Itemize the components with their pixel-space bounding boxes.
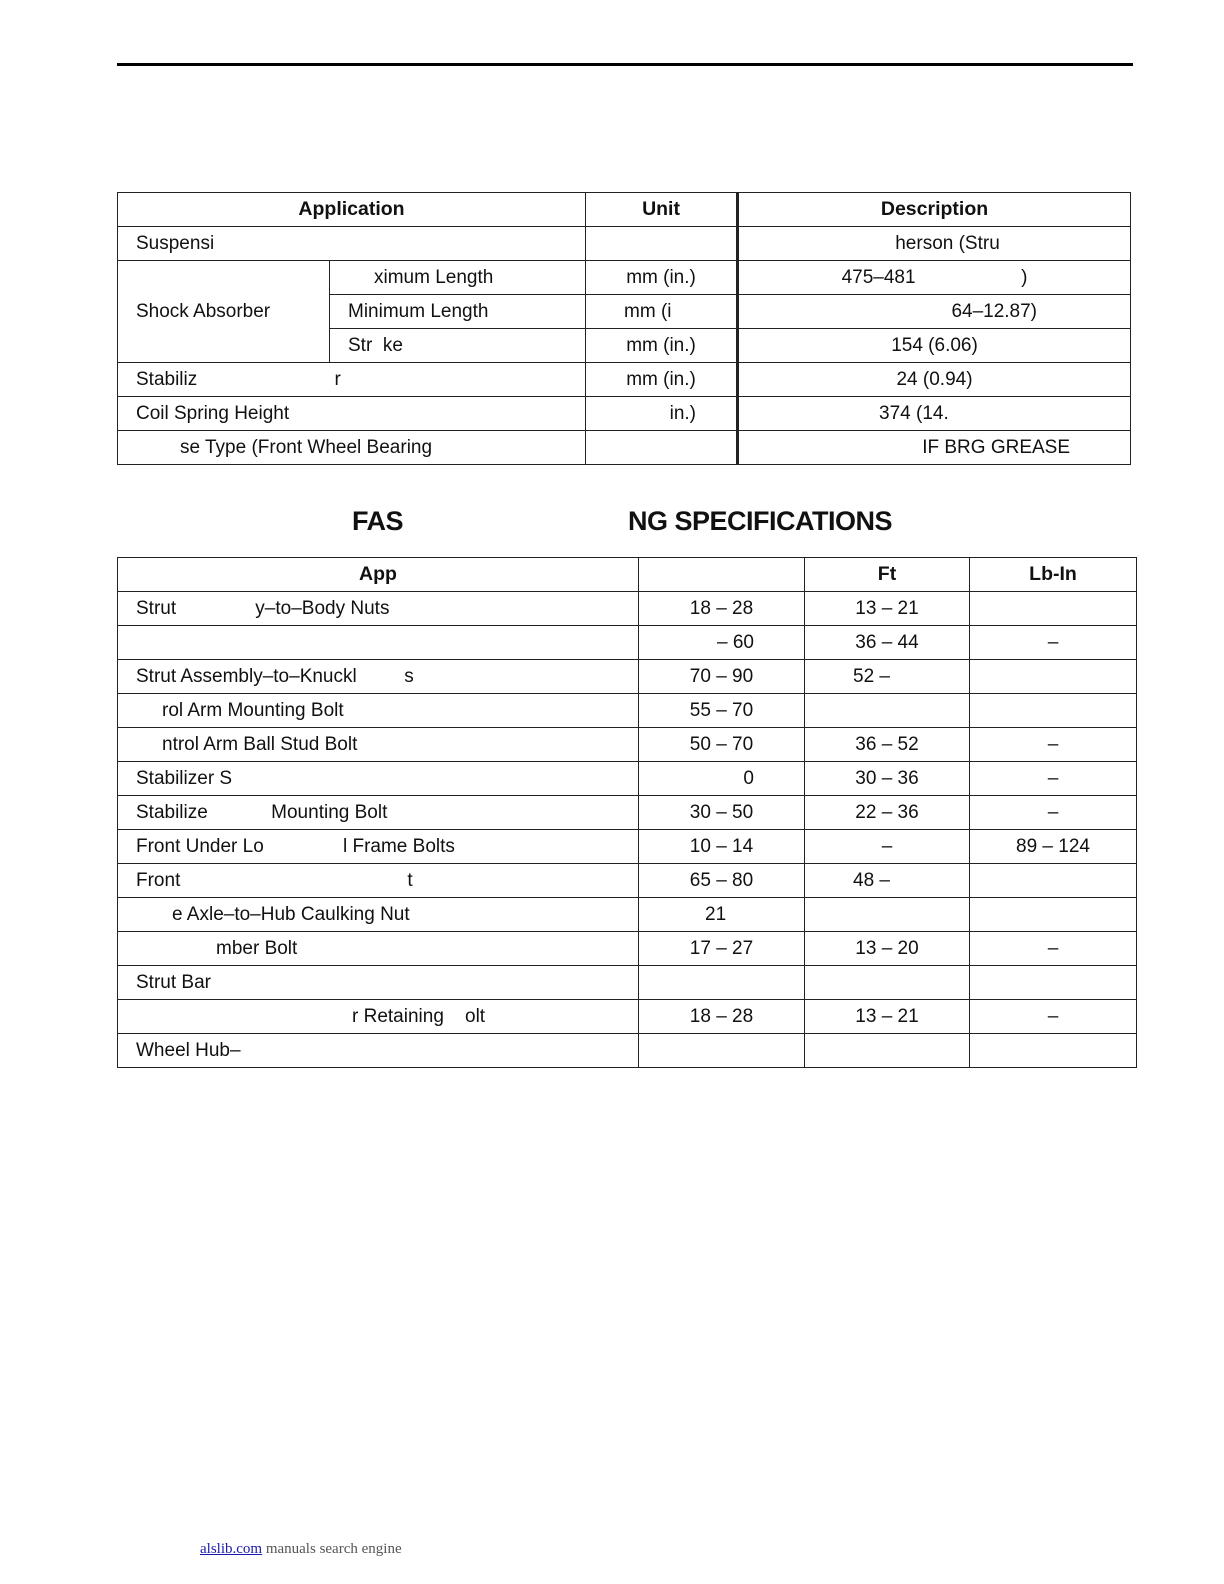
table-row <box>118 830 1137 864</box>
lb-ft-cell <box>805 966 970 1000</box>
sub-cell: Minimum Length <box>330 295 586 329</box>
table-row <box>118 898 1137 932</box>
lb-in-cell <box>970 660 1137 694</box>
table-row <box>118 261 1131 295</box>
nm-cell: 50 – 70 <box>639 728 805 762</box>
nm-cell: 18 – 28 <box>639 592 805 626</box>
application-cell: e Axle–to–Hub Caulking Nut <box>118 898 639 932</box>
lb-in-cell <box>970 694 1137 728</box>
table-row <box>118 592 1137 626</box>
application-cell: Stabiliz r <box>118 363 586 397</box>
lb-ft-cell <box>805 898 970 932</box>
nm-cell: 70 – 90 <box>639 660 805 694</box>
table-header-row <box>118 558 1137 592</box>
application-cell: ntrol Arm Ball Stud Bolt <box>118 728 639 762</box>
lb-ft-cell: 36 – 44 <box>805 626 970 660</box>
lb-in-cell: – <box>970 762 1137 796</box>
description-cell: 374 (14. <box>738 397 1131 431</box>
table-row <box>118 932 1137 966</box>
lb-in-cell <box>970 1034 1137 1068</box>
table-row <box>118 1000 1137 1034</box>
application-cell: mber Bolt <box>118 932 639 966</box>
application-cell: r Retaining olt <box>118 1000 639 1034</box>
nm-cell <box>639 966 805 1000</box>
application-cell: Wheel Hub– <box>118 1034 639 1068</box>
nm-cell: 21 <box>639 898 805 932</box>
nm-cell: 65 – 80 <box>639 864 805 898</box>
lb-ft-cell: 52 – <box>805 660 970 694</box>
application-cell: Coil Spring Height <box>118 397 586 431</box>
header-application: Application <box>118 193 586 227</box>
lb-in-cell <box>970 592 1137 626</box>
lb-ft-cell: 13 – 21 <box>805 592 970 626</box>
description-cell: herson (Stru <box>738 227 1131 261</box>
table-row <box>118 1034 1137 1068</box>
lb-ft-cell: – <box>805 830 970 864</box>
nm-cell <box>639 1034 805 1068</box>
lb-in-cell: – <box>970 796 1137 830</box>
top-rule <box>117 63 1133 66</box>
lb-in-cell: – <box>970 728 1137 762</box>
header-lb-ft: Ft <box>805 558 970 592</box>
lb-in-cell: 89 – 124 <box>970 830 1137 864</box>
header-nm <box>639 558 805 592</box>
table-row <box>118 227 1131 261</box>
table-row <box>118 626 1137 660</box>
nm-cell: 18 – 28 <box>639 1000 805 1034</box>
lb-in-cell: – <box>970 626 1137 660</box>
header-lb-in: Lb-In <box>970 558 1137 592</box>
lb-ft-cell <box>805 694 970 728</box>
application-cell: Strut Bar <box>118 966 639 1000</box>
table-row <box>118 966 1137 1000</box>
header-unit: Unit <box>586 193 738 227</box>
sub-cell: Str ke <box>330 329 586 363</box>
table-row <box>118 660 1137 694</box>
table-row <box>118 796 1137 830</box>
application-cell: Strut Assembly–to–Knuckl s <box>118 660 639 694</box>
description-cell: 475–481 ) <box>738 261 1131 295</box>
nm-cell: 30 – 50 <box>639 796 805 830</box>
unit-cell <box>586 227 738 261</box>
unit-cell: mm (in.) <box>586 363 738 397</box>
lb-ft-cell: 22 – 36 <box>805 796 970 830</box>
unit-cell: in.) <box>586 397 738 431</box>
nm-cell: 0 <box>639 762 805 796</box>
lb-ft-cell: 13 – 21 <box>805 1000 970 1034</box>
table-row <box>118 363 1131 397</box>
unit-cell: mm (in.) <box>586 261 738 295</box>
footer <box>126 1541 402 1558</box>
nm-cell: – 60 <box>639 626 805 660</box>
lb-ft-cell: 13 – 20 <box>805 932 970 966</box>
header-application: App <box>118 558 639 592</box>
table-row <box>118 728 1137 762</box>
application-cell: Suspensi <box>118 227 586 261</box>
application-cell: Strut y–to–Body Nuts <box>118 592 639 626</box>
lb-in-cell <box>970 966 1137 1000</box>
section-title-right: NG SPECIFICATIONS <box>628 506 893 536</box>
unit-cell: mm (in.) <box>586 329 738 363</box>
lb-in-cell: – <box>970 1000 1137 1034</box>
lb-in-cell: – <box>970 932 1137 966</box>
fastening-specifications-table <box>117 557 1137 1068</box>
lb-ft-cell: 30 – 36 <box>805 762 970 796</box>
table-row <box>118 864 1137 898</box>
lb-ft-cell: 48 – <box>805 864 970 898</box>
section-title-left: FAS <box>352 506 404 536</box>
application-cell: rol Arm Mounting Bolt <box>118 694 639 728</box>
unit-cell <box>586 431 738 465</box>
table-row <box>118 762 1137 796</box>
table-row <box>118 431 1131 465</box>
lb-ft-cell: 36 – 52 <box>805 728 970 762</box>
application-cell: se Type (Front Wheel Bearing <box>118 431 586 465</box>
lb-in-cell <box>970 864 1137 898</box>
specifications-table <box>117 192 1131 465</box>
application-cell: Stabilizer S <box>118 762 639 796</box>
header-description: Description <box>738 193 1131 227</box>
nm-cell: 17 – 27 <box>639 932 805 966</box>
unit-cell: mm (i <box>586 295 738 329</box>
sub-cell: ximum Length <box>330 261 586 295</box>
application-cell: Front t <box>118 864 639 898</box>
group-cell: Shock Absorber <box>118 261 330 363</box>
application-cell <box>118 626 639 660</box>
lb-in-cell <box>970 898 1137 932</box>
description-cell: 154 (6.06) <box>738 329 1131 363</box>
table-row <box>118 694 1137 728</box>
description-cell: 24 (0.94) <box>738 363 1131 397</box>
table-row <box>118 397 1131 431</box>
application-cell: Front Under Lo l Frame Bolts <box>118 830 639 864</box>
description-cell: IF BRG GREASE <box>738 431 1131 465</box>
lb-ft-cell <box>805 1034 970 1068</box>
description-cell: 64–12.87) <box>738 295 1131 329</box>
alslib-link[interactable]: alslib.com <box>200 1541 263 1557</box>
nm-cell: 10 – 14 <box>639 830 805 864</box>
application-cell: Stabilize Mounting Bolt <box>118 796 639 830</box>
footer-tagline: manuals search engine <box>265 1541 402 1557</box>
table-header-row <box>118 193 1131 227</box>
nm-cell: 55 – 70 <box>639 694 805 728</box>
